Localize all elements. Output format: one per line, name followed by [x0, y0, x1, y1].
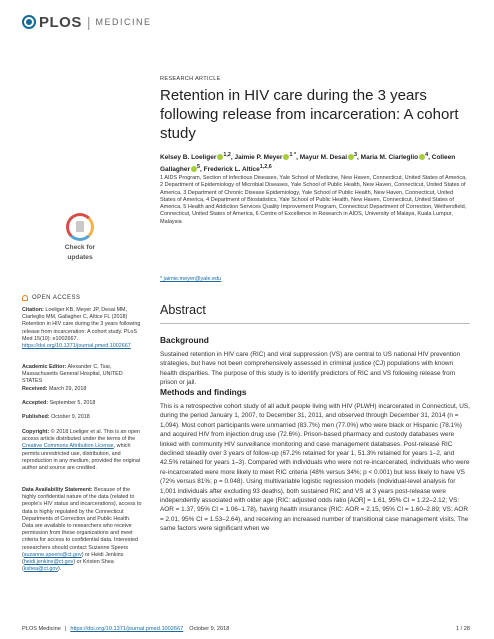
license-link[interactable]: Creative Commons Attribution License	[22, 443, 114, 450]
abstract-divider	[160, 323, 470, 324]
academic-editor-label: Academic Editor:	[22, 364, 67, 370]
author-4-affil: 4	[425, 152, 429, 158]
author-1-affil: 1,2	[223, 152, 231, 158]
citation-block	[22, 307, 142, 350]
corresponding-email-link[interactable]: * jaimie.meyer@yale.edu	[160, 276, 222, 282]
article-type: RESEARCH ARTICLE	[160, 76, 221, 82]
journal-name: MEDICINE	[95, 17, 152, 27]
data-availability-text-c: ) or Kristen Shea (	[22, 559, 114, 573]
open-lock-icon	[22, 295, 28, 301]
author-2: Jaimie P. Meyer	[234, 154, 283, 162]
brand-name: PLOS	[39, 13, 82, 31]
data-availability-label: Data Availability Statement:	[22, 487, 93, 493]
data-availability-text-a: Because of the highly confidential nature of the data (related to people’s HIV status and incarcerations), access to data is highly regulated by the Connecticut Departments of Correction and Public Health. Data are available to researchers who receive permission from these organizations and meet criteria for access to confidential data. Interested researchers should contact Suzanne Speers (	[22, 487, 142, 558]
page-number: 1 / 28	[456, 626, 470, 632]
article-title: Retention in HIV care during the 3 years following release from incarceration: A cohort study	[160, 87, 459, 142]
open-access-label	[22, 295, 81, 301]
methods-heading: Methods and findings	[160, 387, 247, 397]
citation-label: Citation:	[22, 307, 44, 313]
footer-doi-link[interactable]: https://doi.org/10.1371/journal.pmed.1002667	[70, 626, 184, 632]
accepted-date: September 5, 2018	[49, 400, 96, 406]
academic-editor-block	[22, 364, 142, 386]
accepted-block	[22, 400, 142, 407]
page-footer	[22, 626, 470, 632]
copyright-text-b: , which permits unrestricted use, distribution, and reproduction in any medium, provided the original author and source are credited.	[22, 443, 141, 472]
academic-editor-text: Alexander C. Tsai, Massachusetts General Hospital, UNITED STATES	[22, 364, 123, 385]
received-block	[22, 386, 142, 393]
author-5-affil: 5	[196, 163, 200, 170]
author-2-affil: 1 *	[289, 152, 297, 158]
data-availability-text-b: ) or Heidi Jenkins (	[22, 551, 124, 566]
author-4: Maria M. Ciarleglio	[360, 154, 419, 162]
author-list: Kelsey B. Loeliger $^{1,2}$, Jaimie P. Meyer $^{1 *}$, Mayur M. Desai $^3$, Maria M. Ciarleglio $^4$, Colleen Gallagher $^5$, Frederick L. Altice$^{1,2,6}$	[160, 152, 456, 173]
check-for-updates-badge[interactable]	[60, 213, 100, 273]
open-access-text: OPEN ACCESS	[32, 295, 81, 301]
check-for-updates-line2: updates	[67, 254, 93, 261]
copyright-text-a: © 2018 Loeliger et al. This is an open access article distributed under the terms of the	[22, 429, 141, 443]
author-6: Frederick L. Altice	[203, 165, 260, 173]
published-block	[22, 414, 142, 421]
author-1: Kelsey B. Loeliger	[160, 154, 217, 162]
accepted-label: Accepted:	[22, 400, 49, 406]
background-heading: Background	[160, 335, 209, 345]
author-5: Colleen Gallagher	[160, 154, 456, 173]
email-link-speers[interactable]: suzanne.speers@ct.gov	[23, 551, 82, 558]
email-link-jenkins[interactable]: heidi.jenkins@ct.gov	[23, 559, 74, 566]
citation-doi-link[interactable]: https://doi.org/10.1371/journal.pmed.1002667	[22, 343, 131, 350]
check-for-updates-icon	[66, 213, 94, 241]
plos-logo[interactable]	[22, 12, 152, 32]
author-6-affil: 1,2,6	[259, 163, 272, 170]
author-3-affil: 3	[354, 152, 358, 158]
abstract-heading: Abstract	[160, 303, 206, 317]
copyright-block	[22, 429, 142, 472]
background-paragraph: Sustained retention in HIV care (RIC) and viral suppression (VS) are central to US national HIV prevention strategies, but have not been comprehensively assessed in criminal justice (CJ) populations with known health disparities. The purpose of this study is to identify predictors of RIC and VS following release from prison or jail.	[160, 351, 461, 387]
citation-text: Loeliger KB, Meyer JP, Desai MM, Ciarleglio MM, Gallagher C, Altice FL (2018) Retention in HIV care during the 3 years following release from incarceration: A cohort study. PLoS Med 15(10): e1002667.	[22, 307, 141, 342]
methods-paragraph: This is a retrospective cohort study of all adult people living with HIV (PLWH) incarcerated in Connecticut, US, during the period January 1, 2007, to December 31, 2011, and observed through December 31, 2014 (n = 1,094). Most cohort participants were unmarried (83.7%) men (77.0%) who were black or Hispanic (78.1%) and acquired HIV from injection drug use (72.6%). Prison-based pharmacy and custody databases were linked with community HIV surveillance monitoring and case management databases. Post-release RIC declined steadily over 3 years of follow-up (67.2% retained for year 1, 51.3% retained for years 1–2, and 42.5% retained for years 1–3). Compared with individuals who were not re-incarcerated, individuals who were re-incarcerated were more likely to meet RIC criteria (48% versus 34%; p < 0.001) but less likely to have VS (72% versus 81%; p = 0.048). Using multivariable logistic regression models (individual-level analysis for 1,001 individuals after excluding 93 deaths), both sustained RIC and VS at 3 years post-release were independently associated with older age (RIC: adjusted odds ratio [AOR] = 1.61, 95% CI = 1.22–2.12; VS: AOR = 1.37, 95% CI = 1.06–1.78), having health insurance (RIC: AOR = 2.15, 95% CI = 1.60–2.89; VS: AOR = 2.01, 95% CI = 1.53–2.64), and receiving an increased number of transitional case management visits. The same factors were significant when we	[160, 403, 470, 533]
footer-date: October 9, 2018	[189, 626, 230, 632]
published-date: October 9, 2018	[51, 414, 90, 420]
received-date: March 29, 2018	[48, 386, 87, 392]
copyright-label: Copyright:	[22, 429, 50, 435]
affiliations: 1 AIDS Program, Section of Infectious Diseases, Yale School of Medicine, New Haven, Connecticut, United States of America, 2 Department of Epidemiology of Microbial Diseases, Yale School of Public Health, New Haven, Connecticut, United States of America, 3 Department of Chronic Disease Epidemiology, Yale School of Public Health, New Haven, Connecticut, United States of America, 4 Department of Biostatistics, Yale School of Public Health, New Haven, Connecticut, United States of America, 5 Health and Addiction Services Quality Improvement Program, Connecticut Department of Correction, Wethersfield, Connecticut, United States of America, 6 Centre of Excellence in Research in AIDS, University of Malaya, Kuala Lumpur, Malaysia	[160, 175, 467, 225]
footer-separator: |	[64, 626, 67, 632]
published-label: Published:	[22, 414, 50, 420]
footer-journal: PLOS Medicine	[22, 626, 61, 632]
logo-separator: |	[86, 14, 91, 30]
check-for-updates-line1: Check for	[64, 244, 96, 251]
received-label: Received:	[22, 386, 48, 392]
email-link-shea[interactable]: kshea@ct.gov	[23, 566, 59, 573]
author-3: Mayur M. Desai	[299, 154, 348, 162]
data-availability-block	[22, 487, 142, 573]
data-availability-text-d: ).	[58, 566, 62, 573]
plos-logo-icon	[22, 15, 36, 29]
